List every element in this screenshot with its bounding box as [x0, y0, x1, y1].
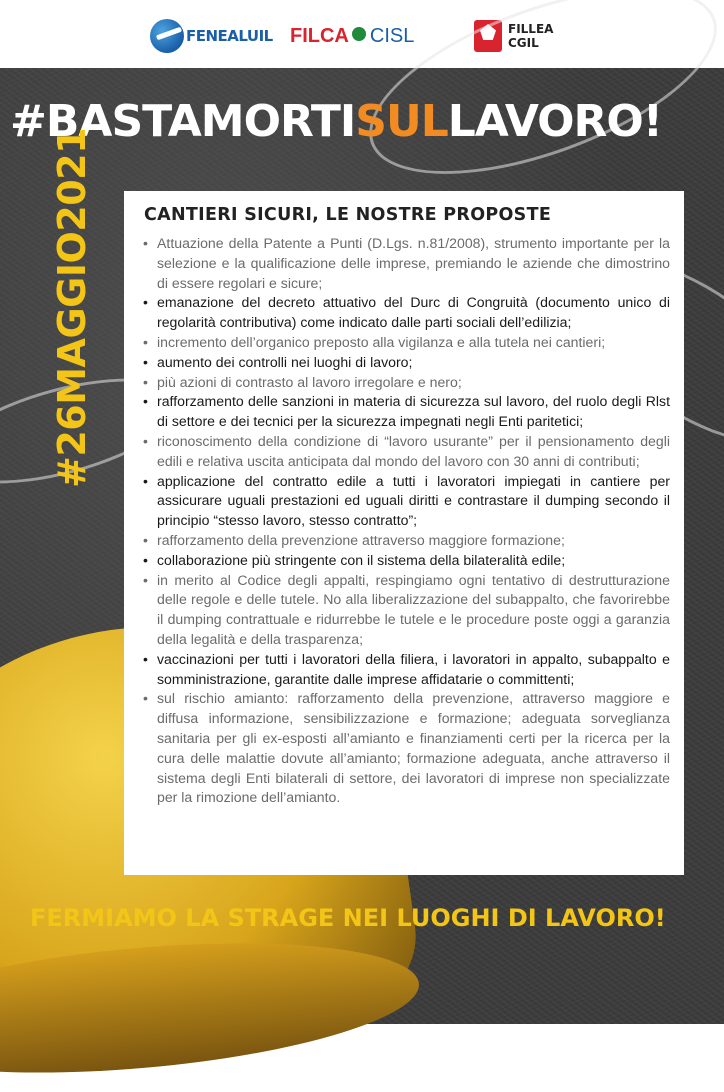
list-item: • riconoscimento della condizione di “lavoro usurante” per il pensionamento degli edili e relativa uscita anticipata dal mondo del lavoro con 30 anni di contributi; [145, 432, 670, 472]
headline-morti: MORTI [200, 96, 356, 147]
headline [10, 96, 714, 148]
list-item: • applicazione del contratto edile a tutti i lavoratori impiegati in cantiere per assicurare uguali prestazioni ed uguali diritti e contrastare il dumping secondo il principio “stesso lavoro, stesso contratto”; [145, 472, 670, 531]
footer-slogan: FERMIAMO LA STRAGE NEI LUOGHI DI LAVORO! [30, 904, 666, 932]
list-item: • incremento dell’organico preposto alla vigilanza e alla tutela nei cantieri; [145, 333, 670, 353]
cisl-logo-text: CISL [369, 24, 415, 47]
cisl-dot-icon [352, 27, 366, 41]
list-item: • emanazione del decreto attuativo del Durc di Congruità (documento unico di regolarità contributiva) come indicato dalle parti sociali dell’edilizia; [145, 293, 670, 333]
side-hashtag: #26MAGGIO2021 [50, 127, 94, 488]
list-item: • sul rischio amianto: rafforzamento della prevenzione, attraverso maggiore e diffusa informazione, sensibilizzazione e formazione; adeguata sorveglianza sanitaria per gli ex-esposti all’amianto e finanziamenti certi per la ricerca per la cura delle malattie dovute all’amianto; formazione adeguata, anche attraverso il sistema degli Enti bilaterali di settore, dei lavoratori di imprese non specializzate per la rimozione dell’amianto. [145, 689, 670, 808]
list-item: • collaborazione più stringente con il sistema della bilateralità edile; [145, 551, 670, 571]
proposals-panel [124, 191, 684, 875]
list-item: • Attuazione della Patente a Punti (D.Lgs. n.81/2008), strumento importante per la selezione e la qualificazione delle imprese, premiando le aziende che dimostrino di essere regolari e sicure; [145, 234, 670, 293]
list-item: • rafforzamento della prevenzione attraverso maggiore formazione; [145, 531, 670, 551]
headline-hash-basta: #BASTA [10, 96, 201, 147]
filca-logo-text: FILCA [290, 24, 349, 47]
panel-title: CANTIERI SICURI, LE NOSTRE PROPOSTE [144, 205, 552, 225]
feneal-uil-logo [150, 14, 273, 58]
fillea-line-2: CGIL [508, 36, 539, 50]
feneal-uil-logo-text: FENEALUIL [186, 27, 273, 45]
list-item: • in merito al Codice degli appalti, respingiamo ogni tentativo di destrutturazione delle regole e delle tutele. No alla liberalizzazione del subappalto, che favorirebbe il dumping contrattuale e ridurrebbe le tutele e le procedure poste oggi a garanzia della legalità e della trasparenza; [145, 571, 670, 650]
globe-icon [150, 19, 184, 53]
proposals-list [145, 234, 670, 808]
fillea-line-1: FILLEA [508, 22, 554, 36]
list-item: • vaccinazioni per tutti i lavoratori della filiera, i lavoratori in appalto, subappalto e somministrazione, garantite dalle imprese affidatarie o committenti; [145, 650, 670, 690]
list-item: • rafforzamento delle sanzioni in materia di sicurezza sul lavoro, del ruolo degli Rlst di settore e dei tecnici per la sicurezza impegnati negli Enti paritetici; [145, 392, 670, 432]
list-item: • aumento dei controlli nei luoghi di lavoro; [145, 353, 670, 373]
headline-sul: SUL [355, 96, 448, 147]
headline-lavoro: LAVORO! [447, 96, 662, 147]
filca-cisl-logo [290, 14, 414, 58]
list-item: • più azioni di contrasto al lavoro irregolare e nero; [145, 373, 670, 393]
